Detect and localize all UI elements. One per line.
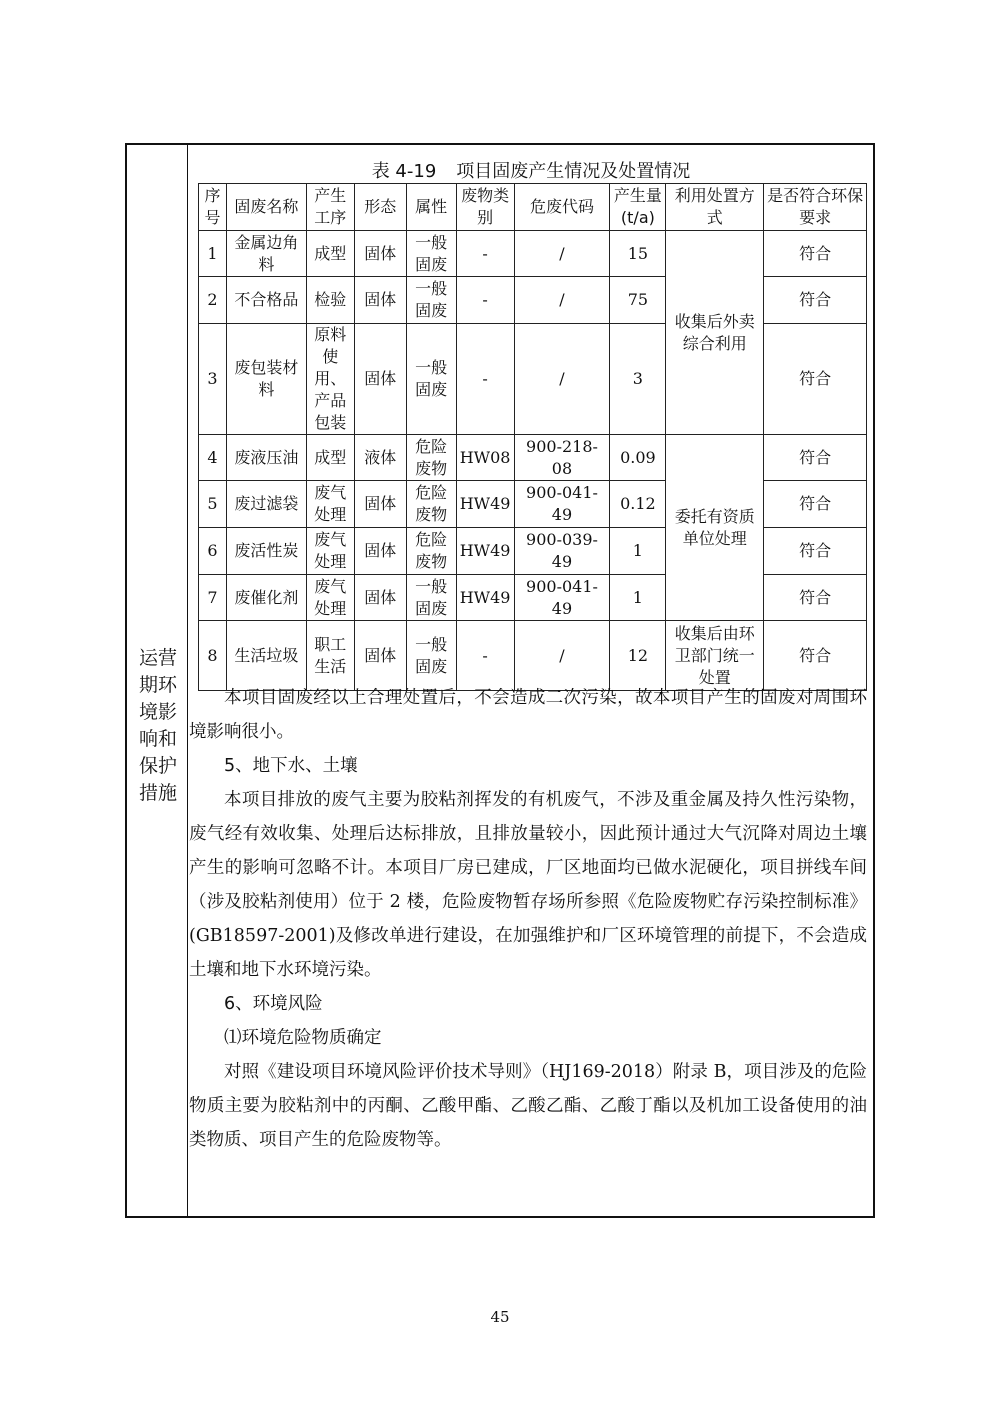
paragraph-hazardous-substances: 对照《建设项目环境风险评价技术导则》（HJ169-2018）附录 B，项目涉及的危险物质主要为胶粘剂中的丙酮、乙酸甲酯、乙酸乙酯、乙酸丁酯以及机加工设备使用的油类物质、项目产生的危险废物等。: [189, 1062, 867, 1150]
table-caption: [189, 157, 873, 183]
cell-amount: 0.12: [610, 481, 666, 528]
heading-groundwater-soil: 5、地下水、土壤: [224, 756, 358, 776]
report-frame: [125, 143, 875, 1218]
cell-compliant: 符合: [764, 324, 867, 435]
header-category: 废物类别: [456, 184, 514, 231]
cell-form: 固体: [354, 481, 406, 528]
header-process: 产生工序: [306, 184, 354, 231]
cell-category: HW08: [456, 435, 514, 481]
cell-amount: 12: [610, 621, 666, 691]
cell-seq: 2: [199, 277, 227, 324]
cell-name: 废催化剂: [226, 575, 306, 621]
section-content: [189, 145, 873, 1216]
cell-process: 废气处理: [306, 575, 354, 621]
cell-attr: 危险废物: [406, 528, 456, 575]
cell-form: 固体: [354, 621, 406, 691]
cell-process: 成型: [306, 231, 354, 277]
table-header-row: [199, 184, 867, 231]
table-caption-title: 项目固废产生情况及处置情况: [456, 161, 691, 182]
header-code: 危废代码: [514, 184, 610, 231]
cell-form: 固体: [354, 528, 406, 575]
table-row: [199, 528, 867, 575]
cell-attr: 危险废物: [406, 435, 456, 481]
cell-amount: 0.09: [610, 435, 666, 481]
header-disposal: 利用处置方式: [666, 184, 764, 231]
cell-attr: 危险废物: [406, 481, 456, 528]
cell-compliant: 符合: [764, 621, 867, 691]
cell-compliant: 符合: [764, 277, 867, 324]
table-row: [199, 277, 867, 324]
cell-seq: 1: [199, 231, 227, 277]
cell-seq: 8: [199, 621, 227, 691]
cell-code: /: [514, 621, 610, 691]
cell-attr: 一般固废: [406, 231, 456, 277]
cell-category: HW49: [456, 481, 514, 528]
cell-code: /: [514, 324, 610, 435]
cell-attr: 一般固废: [406, 277, 456, 324]
cell-disposal-sanitation: 收集后由环卫部门统一处置: [666, 621, 764, 691]
cell-name: 不合格品: [226, 277, 306, 324]
cell-seq: 4: [199, 435, 227, 481]
cell-form: 固体: [354, 575, 406, 621]
header-amount: 产生量(t/a): [610, 184, 666, 231]
body-text: [189, 681, 867, 1157]
table-row: [199, 231, 867, 277]
cell-code: 900-039-49: [514, 528, 610, 575]
cell-seq: 3: [199, 324, 227, 435]
cell-process: 职工生活: [306, 621, 354, 691]
cell-category: -: [456, 231, 514, 277]
cell-process: 成型: [306, 435, 354, 481]
cell-name: 废活性炭: [226, 528, 306, 575]
cell-amount: 1: [610, 575, 666, 621]
cell-code: 900-041-49: [514, 481, 610, 528]
cell-attr: 一般固废: [406, 621, 456, 691]
cell-code: 900-218-08: [514, 435, 610, 481]
heading-environmental-risk: 6、环境风险: [224, 994, 323, 1014]
cell-process: 废气处理: [306, 528, 354, 575]
cell-disposal-licensed: 委托有资质单位处理: [666, 435, 764, 621]
cell-compliant: 符合: [764, 575, 867, 621]
cell-process: 原料使用、产品包装: [306, 324, 354, 435]
table-row: [199, 575, 867, 621]
cell-seq: 6: [199, 528, 227, 575]
cell-amount: 15: [610, 231, 666, 277]
cell-amount: 3: [610, 324, 666, 435]
cell-compliant: 符合: [764, 435, 867, 481]
table-row: [199, 621, 867, 691]
header-attr: 属性: [406, 184, 456, 231]
paragraph-groundwater-soil: 本项目排放的废气主要为胶粘剂挥发的有机废气，不涉及重金属及持久性污染物，废气经有效收集、处理后达标排放，且排放量较小，因此预计通过大气沉降对周边土壤产生的影响可忽略不计。本项目厂房已建成，厂区地面均已做水泥硬化，项目拼线车间（涉及胶粘剂使用）位于 2 楼，危险废物暂存场所参照《危险废物贮存污染控制标准》(GB18597-2001)及修改单进行建设，在加强维护和厂区环境管理的前提下，不会造成土壤和地下水环境污染。: [189, 790, 867, 980]
cell-code: /: [514, 277, 610, 324]
cell-category: -: [456, 277, 514, 324]
cell-name: 生活垃圾: [226, 621, 306, 691]
cell-process: 检验: [306, 277, 354, 324]
table-row: [199, 481, 867, 528]
cell-disposal-sale: 收集后外卖综合利用: [666, 231, 764, 435]
cell-form: 固体: [354, 324, 406, 435]
header-name: 固废名称: [226, 184, 306, 231]
cell-name: 废过滤袋: [226, 481, 306, 528]
cell-name: 废液压油: [226, 435, 306, 481]
cell-category: -: [456, 324, 514, 435]
section-label: 运营期环境影响和保护措施: [138, 647, 177, 804]
cell-seq: 7: [199, 575, 227, 621]
cell-attr: 一般固废: [406, 324, 456, 435]
page-number: 45: [490, 1308, 510, 1326]
cell-compliant: 符合: [764, 481, 867, 528]
header-compliant: 是否符合环保要求: [764, 184, 867, 231]
cell-category: HW49: [456, 528, 514, 575]
cell-amount: 1: [610, 528, 666, 575]
table-row: [199, 435, 867, 481]
cell-compliant: 符合: [764, 528, 867, 575]
table-row: [199, 324, 867, 435]
cell-amount: 75: [610, 277, 666, 324]
cell-form: 液体: [354, 435, 406, 481]
solid-waste-table: [198, 183, 867, 691]
header-form: 形态: [354, 184, 406, 231]
section-label-column: [127, 145, 188, 1216]
cell-seq: 5: [199, 481, 227, 528]
cell-attr: 一般固废: [406, 575, 456, 621]
cell-compliant: 符合: [764, 231, 867, 277]
header-seq: 序号: [199, 184, 227, 231]
cell-code: 900-041-49: [514, 575, 610, 621]
cell-category: -: [456, 621, 514, 691]
cell-process: 废气处理: [306, 481, 354, 528]
table-caption-number: 表 4-19: [371, 161, 437, 182]
cell-category: HW49: [456, 575, 514, 621]
paragraph-solid-waste-summary: 本项目固废经以上合理处置后，不会造成二次污染，故本项目产生的固废对周围环境影响很小。: [189, 688, 867, 742]
cell-code: /: [514, 231, 610, 277]
cell-form: 固体: [354, 277, 406, 324]
cell-name: 金属边角料: [226, 231, 306, 277]
subheading-hazardous-substances: ⑴环境危险物质确定: [224, 1028, 382, 1048]
cell-form: 固体: [354, 231, 406, 277]
cell-name: 废包装材料: [226, 324, 306, 435]
